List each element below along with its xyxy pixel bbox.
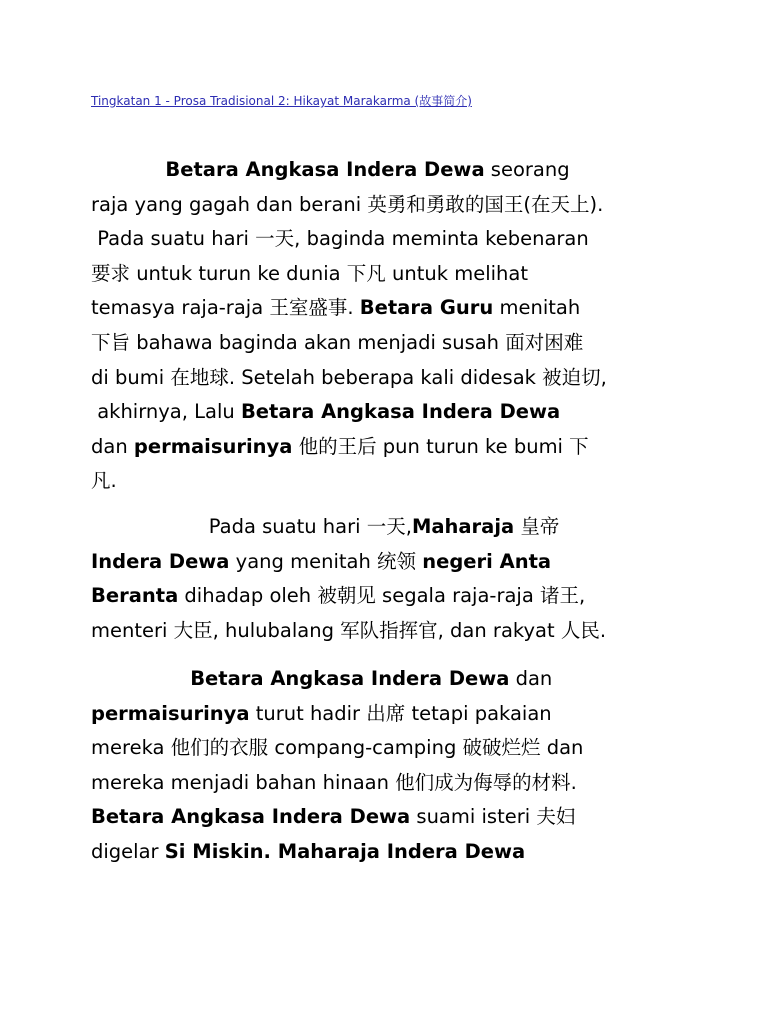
text-segment: dihadap oleh 被朝见 segala raja-raja 诸王,	[178, 584, 586, 608]
bold-text: Indera Dewa	[91, 549, 230, 573]
text-segment: yang menitah 统领	[229, 549, 423, 573]
text-line	[91, 545, 731, 580]
text-segment: turut hadir 出席 tetapi pakaian	[249, 701, 552, 725]
text-segment: temasya raja-raja 王室盛事.	[91, 296, 360, 320]
text-line	[91, 395, 731, 430]
text-segment: 要求 untuk turun ke dunia 下凡 untuk melihat	[91, 261, 528, 285]
document-title-link[interactable]: Tingkatan 1 - Prosa Tradisional 2: Hikayat Marakarma (故事简介)	[91, 94, 472, 108]
bold-text: Betara Angkasa Indera Dewa	[190, 667, 510, 690]
text-segment: mereka menjadi bahan hinaan 他们成为侮辱的材料.	[91, 770, 577, 794]
text-line	[91, 800, 731, 835]
paragraph-3	[91, 662, 731, 870]
text-line	[91, 766, 731, 801]
text-line	[91, 614, 731, 649]
text-line	[91, 835, 731, 870]
paragraph-1	[91, 153, 731, 499]
text-segment: 他的王后 pun turun ke bumi 下	[292, 434, 589, 458]
text-line	[91, 326, 731, 361]
bold-text: permaisurinya	[133, 434, 293, 458]
text-segment: raja yang gagah dan berani 英勇和勇敢的国王(在天上).	[91, 192, 604, 216]
bold-text: permaisurinya	[91, 701, 250, 725]
text-line	[91, 222, 731, 257]
bold-text: negeri Anta	[422, 549, 552, 573]
text-segment: dan	[509, 667, 553, 690]
bold-text: Beranta	[91, 584, 179, 608]
text-segment	[91, 667, 190, 690]
text-line	[91, 731, 731, 766]
text-segment: Pada suatu hari 一天, baginda meminta kebenaran	[91, 227, 589, 251]
bold-text: Maharaja	[411, 515, 515, 538]
text-segment: seorang	[484, 158, 570, 181]
text-line	[91, 361, 731, 396]
text-segment: menteri 大臣, hulubalang 军队指挥官, dan rakyat 人民.	[91, 618, 607, 642]
bold-text: Betara Guru	[359, 296, 494, 320]
text-segment: suami isteri 夫妇	[410, 805, 576, 829]
text-segment: 皇帝	[514, 515, 560, 538]
bold-text: Betara Angkasa Indera Dewa	[91, 805, 411, 829]
text-line	[91, 291, 731, 326]
text-line	[91, 510, 731, 545]
text-line	[91, 257, 731, 292]
text-segment	[91, 158, 165, 181]
text-segment: akhirnya, Lalu	[91, 400, 241, 424]
text-segment: mereka 他们的衣服 compang-camping 破破烂烂 dan	[91, 736, 584, 760]
text-segment: di bumi 在地球. Setelah beberapa kali didesak 被迫切,	[91, 365, 607, 389]
bold-text: Betara Angkasa Indera Dewa	[165, 158, 485, 181]
text-line	[91, 188, 731, 223]
text-segment: dan	[91, 434, 134, 458]
text-segment: 凡.	[91, 469, 117, 493]
text-line	[91, 464, 731, 499]
text-segment: Pada suatu hari 一天,	[91, 515, 412, 538]
bold-text: Si Miskin. Maharaja Indera Dewa	[164, 839, 526, 863]
text-line	[91, 153, 731, 188]
text-line	[91, 579, 731, 614]
bold-text: Betara Angkasa Indera Dewa	[240, 400, 561, 424]
paragraph-2	[91, 510, 731, 648]
text-line	[91, 430, 731, 465]
text-segment: digelar	[91, 839, 165, 863]
text-line	[91, 697, 731, 732]
text-segment: 下旨 bahawa baginda akan menjadi susah 面对困难	[91, 330, 584, 354]
text-segment: menitah	[493, 296, 581, 320]
text-line	[91, 662, 731, 697]
